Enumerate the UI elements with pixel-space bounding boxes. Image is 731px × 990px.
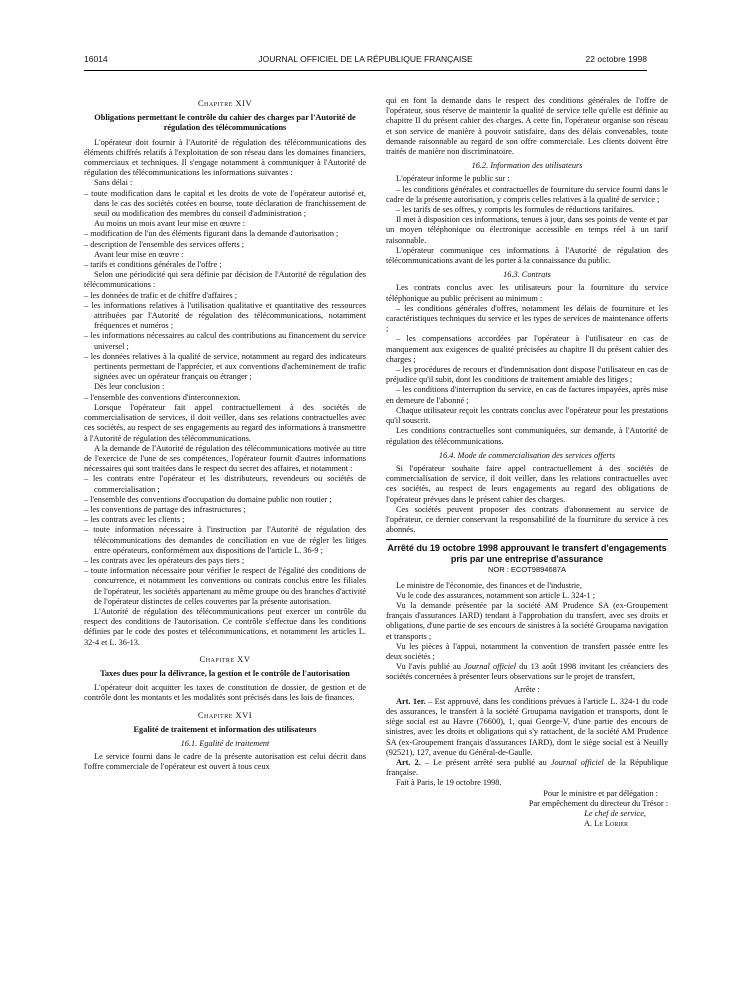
- chapter-title: Obligations permettant le contrôle du cahier des charges par l'Autorité de régulation des télécommunications: [94, 113, 356, 133]
- paragraph: Les contrats conclus avec les utilisateurs pour la fourniture du service téléphonique au public précisent au minimum :: [386, 283, 668, 303]
- paragraph: Si l'opérateur souhaite faire appel contractuellement à des sociétés de commercialisation de service, il doit veiller, dans les relations contractuelles avec ces sociétés, au respect de leurs engagements au regard des obligations de l'opérateur prévues dans le présent cahier des charges.: [386, 463, 668, 504]
- list-item: – les compensations accordées par l'opérateur à l'utilisateur en cas de manquement aux exigences de qualité précisées au chapitre II du présent cahier des charges ;: [386, 334, 668, 364]
- text-run: de la République française.: [386, 757, 669, 778]
- text-run: du 13 août 1998 invitant les créanciers des sociétés concernées à présenter leurs observations sur le projet de transfert,: [386, 662, 668, 682]
- list-item: – les conditions générales et contractuelles de fourniture du service fourni dans le cadre de la présente autorisation, y compris celles relatives à la qualité de service ;: [386, 184, 668, 204]
- article: [386, 758, 668, 778]
- journal-title: JOURNAL OFFICIEL DE LA RÉPUBLIQUE FRANÇAISE: [258, 54, 473, 64]
- paragraph: Selon une périodicité qui sera définie par décision de l'Autorité de régulation des télécommunications :: [84, 270, 366, 290]
- list-item: – les tarifs de ses offres, y compris les formules de réductions tarifaires.: [396, 205, 635, 215]
- paragraph: Le service fourni dans le cadre de la présente autorisation est celui décrit dans l'offre commerciale de l'opérateur est ouvert à tous ceux: [84, 752, 366, 772]
- article-label: Art. 1er.: [396, 696, 426, 706]
- list-item: – toute information nécessaire pour vérifier le respect de l'égalité des conditions de concurrence, et notamment les conventions ou contrats conclus entre les filiales de l'opérateur, les sociétés appartenant au même groupe ou des branches d'activité de l'opérateur distinctes de celles couvertes par la présente autorisation.: [84, 566, 366, 606]
- right-column: [386, 96, 668, 829]
- paragraph: Vu le code des assurances, notamment son article L. 324-1 ;: [396, 590, 596, 600]
- list-item: – les informations nécessaires au calcul des contributions au financement du service universel ;: [84, 331, 366, 351]
- paragraph: L'opérateur doit fournir à l'Autorité de régulation des télécommunications des éléments chiffrés relatifs à l'exploitation de son réseau dans les domaines financiers, commerciaux et techniques. Il s'engage notamment à communiquer à l'Autorité de régulation des télécommunications les informations suivantes :: [84, 137, 366, 178]
- section-heading: 16.3. Contrats: [503, 270, 551, 280]
- paragraph: Les conditions contractuelles sont communiquées, sur demande, à l'Autorité de régulation des télécommunications.: [386, 426, 668, 446]
- article: [386, 697, 668, 758]
- article-label: Art. 2.: [396, 757, 421, 767]
- list-item: – les procédures de recours et d'indemnisation dont dispose l'utilisateur en cas de préjudice qu'il subit, dont les conditions de traitement amiable des litiges ;: [386, 365, 668, 385]
- section-heading: 16.2. Information des utilisateurs: [471, 161, 583, 171]
- list-item: – les contrats entre l'opérateur et les distributeurs, revendeurs ou sociétés de commercialisation ;: [84, 474, 366, 494]
- list-item: – les conditions d'interruption du service, en cas de factures impayées, après mise en demeure de l'abonné ;: [386, 385, 668, 405]
- list-item: – les données relatives à la qualité de service, notamment au regard des indicateurs pertinents permettant de l'apprécier, et aux conventions d'acheminement de trafic signées avec un opérateur français ou étranger ;: [84, 351, 366, 382]
- signature-line: Par empêchement du directeur du Trésor :: [528, 798, 668, 808]
- arrete-heading: Arrête :: [514, 684, 540, 694]
- left-column: [84, 92, 366, 773]
- paragraph: Lorsque l'opérateur fait appel contractuellement à des sociétés de commercialisation de services, il doit veiller, dans ses relations contractuelles avec ces sociétés, au respect de ses engagements au regard des informations à transmettre à l'Autorité de régulation des télécommunications.: [84, 402, 366, 443]
- paragraph: Chaque utilisateur reçoit les contrats conclus avec l'opérateur pour les prestations qu'il souscrit.: [386, 405, 668, 426]
- paragraph: Dès leur conclusion :: [94, 382, 165, 392]
- chapter-heading: Chapitre XV: [199, 653, 251, 664]
- paragraph: A la demande de l'Autorité de régulation des télécommunications motivée au titre de l'exercice de l'une de ses compétences, l'opérateur fournit d'autres informations nécessaires qui sont traitées dans le respect du secret des affaires, et notamment :: [84, 443, 366, 474]
- paragraph: L'opérateur informe le public sur :: [396, 174, 510, 184]
- list-item: – les contrats avec les opérateurs des pays tiers ;: [84, 555, 245, 565]
- issue-date: 22 octobre 1998: [585, 54, 647, 64]
- paragraph: Il met à disposition ces informations, tenues à jour, dans ses points de vente et par un moyen téléphonique ou électronique accessible en temps réel à un tarif raisonnable.: [386, 215, 668, 245]
- text-run: – Est approuvé, dans les conditions prévues à l'article L. 324-1 du code des assurances, le transfert à la société Groupama navigation et transports, dont le siège social est au Havre (76600), 1, quai George-V, d'une partie des encours de sinistres, avec les droits et obligations qui s'y rattachent, de la société AM Prudence SA (ex-Groupement français d'assurances IARD), dont le siège social est à Neuilly (92521), 127, avenue du Général-de-Gaulle.: [386, 696, 668, 757]
- list-item: – l'ensemble des conventions d'interconnexion.: [84, 392, 241, 402]
- chapter-title: Egalité de traitement et information des utilisateurs: [133, 724, 317, 734]
- list-item: – les conditions générales d'offres, notamment les délais de fourniture et les caractéristiques techniques du service et les types de services de maintenance offerts ;: [386, 303, 668, 334]
- list-item: – toute information nécessaire à l'instruction par l'Autorité de régulation des télécommunications des demandes de conciliation en vue de régler les litiges entre opérateurs, conformément aux dispositions de l'article L. 36-9 ;: [84, 525, 366, 555]
- list-item: – les informations relatives à l'utilisation qualitative et quantitative des ressources attribuées par l'Autorité de régulation des télécommunications, notamment fréquences et numéros ;: [84, 300, 366, 331]
- text-run: Vu l'avis publié au: [396, 662, 464, 672]
- paragraph: Ces sociétés peuvent proposer des contrats d'abonnement au service de l'opérateur, ce dernier conservant la responsabilité de la fourniture du service à ces abonnés.: [386, 504, 668, 535]
- paragraph: Au moins un mois avant leur mise en œuvre :: [94, 219, 245, 229]
- paragraph: Vu les pièces à l'appui, notamment la convention de transfert passée entre les deux sociétés ;: [386, 641, 668, 661]
- list-item: – les conventions de partage des infrastructures ;: [84, 504, 246, 514]
- section-heading: 16.4. Mode de commercialisation des services offerts: [438, 450, 616, 460]
- signature-block: [386, 789, 668, 830]
- nor-reference: NOR : ECOT9894687A: [488, 565, 566, 575]
- list-item: – les contrats avec les clients ;: [84, 515, 185, 525]
- text-run: – Le présent arrêté sera publié au: [420, 757, 551, 767]
- chapter-title: Taxes dues pour la délivrance, la gestion et le contrôle de l'autorisation: [100, 668, 350, 678]
- paragraph: Vu la demande présentée par la société AM Prudence SA (ex-Groupement français d'assurances IARD) tendant à l'approbation du transfert, avec ses droits et obligations, d'une partie de ses encours de sinistres à la société Groupama navigation et transports ;: [386, 600, 668, 641]
- paragraph: [386, 662, 668, 682]
- chapter-heading: Chapitre XVI: [197, 709, 253, 720]
- decree-title: Arrêté du 19 octobre 1998 approuvant le transfert d'engagements pris par une entreprise d'assurance: [386, 539, 668, 564]
- page-number: 16014: [84, 54, 108, 64]
- section-heading: 16.1. Egalité de traitement: [180, 738, 270, 748]
- list-item: – toute modification dans le capital et les droits de vote de l'opérateur autorisé et, dans le cas des sociétés cotées en bourse, toute déclaration de franchissement de seuil ou modification des membres du conseil d'administration ;: [84, 188, 366, 219]
- signature-line: Le chef de service,: [584, 809, 646, 818]
- signature-line: Pour le ministre et par délégation :: [543, 788, 658, 798]
- paragraph: Le ministre de l'économie, des finances et de l'industrie,: [396, 580, 582, 590]
- header-rule: [84, 70, 647, 71]
- journal-name: Journal officiel: [464, 662, 517, 672]
- list-item: – l'ensemble des conventions d'occupation du domaine public non routier ;: [84, 494, 332, 504]
- journal-name: Journal officiel: [550, 757, 604, 767]
- list-item: – tarifs et conditions générales de l'offre ;: [84, 260, 222, 270]
- paragraph: L'Autorité de régulation des télécommunications peut exercer un contrôle du respect des conditions de l'autorisation. Ce contrôle s'effectue dans les conditions définies par le code des postes et télécommunications, et notamment les articles L. 32-4 et L. 36-13.: [84, 606, 366, 647]
- signatory-name: A. Le Lorier: [583, 819, 628, 829]
- date-line: Fait à Paris, le 19 octobre 1998.: [396, 778, 502, 788]
- paragraph: Avant leur mise en œuvre :: [94, 249, 184, 259]
- paragraph: L'opérateur doit acquitter les taxes de constitution de dossier, de gestion et de contrôle dont les montants et les modalités sont précisés dans les lois de finances.: [84, 683, 366, 703]
- list-item: – description de l'ensemble des services offerts ;: [84, 239, 245, 249]
- list-item: – les données de trafic et de chiffre d'affaires ;: [84, 290, 237, 300]
- list-item: – modification de l'un des éléments figurant dans la demande d'autorisation ;: [84, 229, 339, 239]
- chapter-heading: Chapitre XIV: [197, 98, 253, 108]
- paragraph: Sans délai :: [94, 178, 133, 188]
- paragraph: L'opérateur communique ces informations à l'Autorité de régulation des télécommunications avant de les porter à la connaissance du public.: [386, 245, 668, 266]
- paragraph: qui en font la demande dans le respect des conditions générales de l'offre de l'opérateur, sous réserve de maintenir la qualité de service telle qu'elle est définie au chapitre II du présent cahier des charges. A cette fin, l'opérateur organise son réseau et son service de manière à pouvoir satisfaire, dans des délais convenables, toute demande raisonnable au regard de son offre commerciale. Les clients doivent être traités de manière non discriminatoire.: [386, 96, 668, 157]
